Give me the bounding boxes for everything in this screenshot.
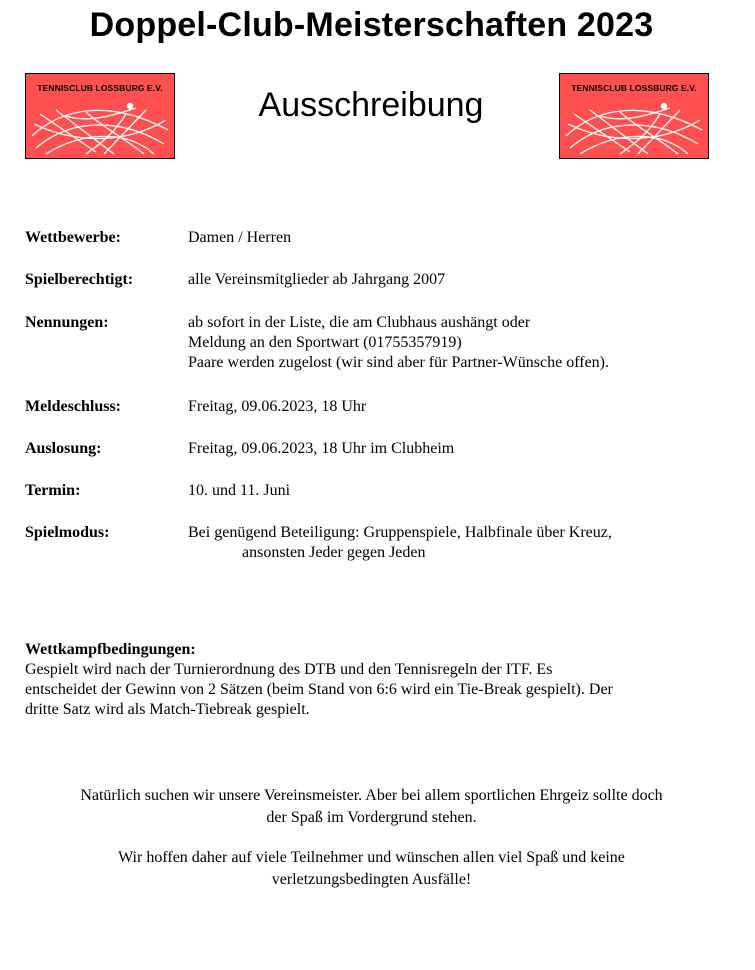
racket-net-graphic-icon	[560, 74, 708, 158]
logo-text: TENNISCLUB LOSSBURG E.V.	[37, 83, 163, 93]
termin-label: Termin:	[25, 482, 81, 499]
closing-paragraph-2	[20, 847, 723, 891]
spielmodus-value	[188, 523, 612, 563]
nennungen-value	[188, 313, 609, 373]
conditions-line: dritte Satz wird als Match-Tiebreak gespielt.	[25, 701, 310, 718]
conditions-heading: Wettkampfbedingungen:	[25, 641, 196, 658]
closing-line: Wir hoffen daher auf viele Teilnehmer und wünschen allen viel Spaß und keine	[118, 849, 625, 866]
meldeschluss-label: Meldeschluss:	[25, 398, 121, 415]
wettbewerbe-value: Damen / Herren	[188, 229, 292, 246]
spielmodus-label: Spielmodus:	[25, 524, 110, 541]
nennungen-line: Paare werden zugelost (wir sind aber für Partner-Wünsche offen).	[188, 354, 609, 371]
closing-line: verletzungsbedingten Ausfälle!	[271, 871, 472, 888]
termin-value: 10. und 11. Juni	[188, 482, 291, 499]
page-title: Doppel-Club-Meisterschaften 2023	[89, 6, 654, 44]
auslosung-label: Auslosung:	[25, 440, 102, 457]
club-logo-left	[25, 73, 175, 159]
racket-net-graphic-icon	[26, 74, 174, 158]
nennungen-label: Nennungen:	[25, 314, 109, 331]
page-subtitle: Ausschreibung	[258, 86, 484, 124]
auslosung-value: Freitag, 09.06.2023, 18 Uhr im Clubheim	[188, 440, 455, 457]
conditions-section	[25, 640, 730, 720]
closing-paragraph-1	[20, 785, 723, 829]
closing-line: Natürlich suchen wir unsere Vereinsmeister. Aber bei allem sportlichen Ehrgeiz sollte doch	[80, 787, 663, 804]
club-logo-right	[559, 73, 709, 159]
conditions-line: entscheidet der Gewinn von 2 Sätzen (beim Stand von 6:6 wird ein Tie-Break gespielt). Der	[25, 681, 613, 698]
wettbewerbe-label: Wettbewerbe:	[25, 229, 121, 246]
meldeschluss-value: Freitag, 09.06.2023, 18 Uhr	[188, 398, 367, 415]
spielmodus-line: Bei genügend Beteiligung: Gruppenspiele, Halbfinale über Kreuz,	[188, 524, 612, 541]
closing-line: der Spaß im Vordergrund stehen.	[266, 809, 477, 826]
nennungen-line: ab sofort in der Liste, die am Clubhaus aushängt oder	[188, 314, 531, 331]
logo-text: TENNISCLUB LOSSBURG E.V.	[571, 83, 697, 93]
spielberechtigt-value: alle Vereinsmitglieder ab Jahrgang 2007	[188, 271, 446, 288]
spielberechtigt-label: Spielberechtigt:	[25, 271, 134, 288]
conditions-line: Gespielt wird nach der Turnierordnung des DTB und den Tennisregeln der ITF. Es	[25, 661, 553, 678]
nennungen-line: Meldung an den Sportwart (01755357919)	[188, 334, 462, 351]
spielmodus-line: ansonsten Jeder gegen Jeden	[242, 544, 426, 561]
